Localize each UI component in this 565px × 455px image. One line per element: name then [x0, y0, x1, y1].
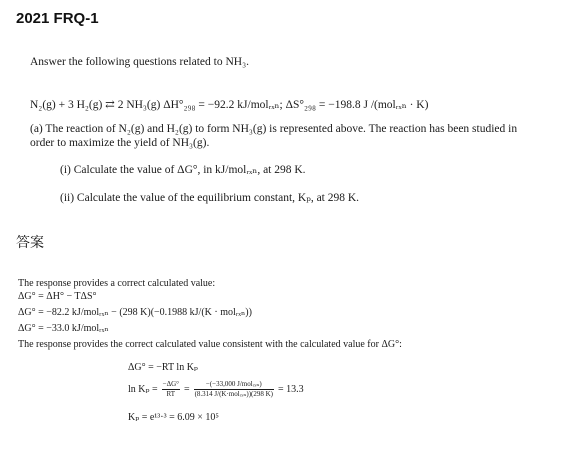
part-i-text: (i) Calculate the value of ΔG°, in kJ/molᵣₓₙ, at 298 K.: [60, 164, 306, 176]
part-a-text-line1: (a) The reaction of N₂(g) and H₂(g) to form NH₃(g) is represented above. The reaction has been studied in: [30, 123, 518, 135]
answer-heading: 答案: [16, 235, 44, 251]
ln-kp-result: = 13.3: [278, 383, 304, 395]
answer-line-5: The response provides the correct calculated value consistent with the calculated value for ΔG°:: [18, 339, 402, 350]
fraction-denominator: (8.314 J/(K·molᵣₓₙ))(298 K): [194, 389, 273, 398]
ln-kp-label: ln Kₚ =: [128, 383, 158, 395]
reaction-equation: N₂(g) + 3 H₂(g) ⇄ 2 NH₃(g) ΔH°₂₉₈ = −92.2 kJ/molᵣₓₙ; ΔS°₂₉₈ = −198.8 J /(molᵣₓₙ · K): [30, 99, 429, 111]
fraction-dg-over-rt: [162, 380, 180, 399]
equation-ln-kp: [128, 376, 304, 402]
part-ii-text: (ii) Calculate the value of the equilibrium constant, Kₚ, at 298 K.: [60, 192, 360, 204]
equation-delta-g-rt: ΔG° = −RT ln Kₚ: [128, 362, 198, 373]
answer-line-4: ΔG° = −33.0 kJ/molᵣₓₙ: [18, 323, 109, 334]
fraction-denominator: RT: [166, 389, 176, 398]
fraction-numerator: −ΔG°: [162, 379, 179, 388]
equation-kp-value: Kₚ = e¹³·³ = 6.09 × 10⁵: [128, 412, 219, 423]
answer-line-2: ΔG° = ΔH° − TΔS°: [18, 291, 97, 302]
intro-text: Answer the following questions related to NH₃.: [30, 56, 249, 68]
answer-line-1: The response provides a correct calculated value:: [18, 278, 216, 289]
fraction-numeric: [194, 380, 274, 399]
page-title: 2021 FRQ-1: [16, 10, 99, 27]
part-a-text-line2: order to maximize the yield of NH₃(g).: [30, 137, 210, 149]
equals-sign: =: [183, 383, 190, 395]
fraction-numerator: −(−33,000 J/molᵣₓₙ): [194, 380, 274, 390]
answer-line-3: ΔG° = −82.2 kJ/molᵣₓₙ − (298 K)(−0.1988 kJ/(K · molᵣₓₙ)): [18, 307, 252, 318]
